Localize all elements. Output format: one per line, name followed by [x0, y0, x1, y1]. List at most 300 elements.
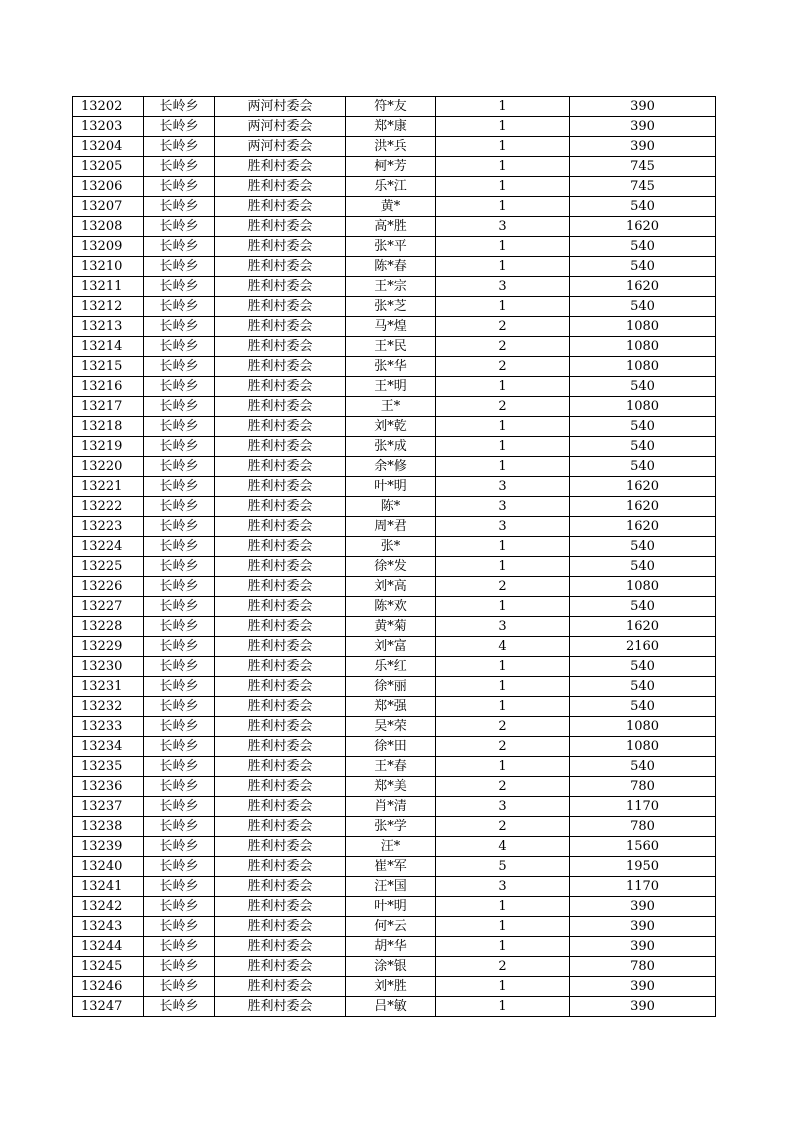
- village-committee-cell: 胜利村委会: [215, 917, 346, 937]
- village-committee-cell: 两河村委会: [215, 97, 346, 117]
- row-number-cell: 13243: [73, 917, 144, 937]
- amount-cell: 390: [570, 97, 716, 117]
- row-number-cell: 13223: [73, 517, 144, 537]
- count-cell: 2: [436, 337, 570, 357]
- amount-cell: 1620: [570, 617, 716, 637]
- township-cell: 长岭乡: [144, 837, 215, 857]
- township-cell: 长岭乡: [144, 977, 215, 997]
- amount-cell: 390: [570, 977, 716, 997]
- village-committee-cell: 胜利村委会: [215, 557, 346, 577]
- name-cell: 郑*强: [346, 697, 436, 717]
- village-committee-cell: 胜利村委会: [215, 317, 346, 337]
- name-cell: 汪*: [346, 837, 436, 857]
- count-cell: 1: [436, 597, 570, 617]
- table-row: [73, 217, 716, 237]
- township-cell: 长岭乡: [144, 337, 215, 357]
- count-cell: 1: [436, 197, 570, 217]
- township-cell: 长岭乡: [144, 857, 215, 877]
- table-row: [73, 757, 716, 777]
- village-committee-cell: 胜利村委会: [215, 457, 346, 477]
- table-row: [73, 197, 716, 217]
- village-committee-cell: 胜利村委会: [215, 337, 346, 357]
- name-cell: 王*民: [346, 337, 436, 357]
- count-cell: 1: [436, 157, 570, 177]
- name-cell: 刘*乾: [346, 417, 436, 437]
- name-cell: 张*成: [346, 437, 436, 457]
- count-cell: 3: [436, 477, 570, 497]
- table-row: [73, 497, 716, 517]
- name-cell: 徐*丽: [346, 677, 436, 697]
- township-cell: 长岭乡: [144, 237, 215, 257]
- amount-cell: 540: [570, 537, 716, 557]
- township-cell: 长岭乡: [144, 417, 215, 437]
- amount-cell: 540: [570, 557, 716, 577]
- row-number-cell: 13246: [73, 977, 144, 997]
- table-row: [73, 357, 716, 377]
- count-cell: 1: [436, 257, 570, 277]
- township-cell: 长岭乡: [144, 637, 215, 657]
- amount-cell: 1080: [570, 397, 716, 417]
- count-cell: 1: [436, 757, 570, 777]
- row-number-cell: 13207: [73, 197, 144, 217]
- row-number-cell: 13218: [73, 417, 144, 437]
- count-cell: 3: [436, 277, 570, 297]
- name-cell: 徐*田: [346, 737, 436, 757]
- count-cell: 1: [436, 937, 570, 957]
- township-cell: 长岭乡: [144, 457, 215, 477]
- name-cell: 周*君: [346, 517, 436, 537]
- table-row: [73, 617, 716, 637]
- row-number-cell: 13221: [73, 477, 144, 497]
- table-row: [73, 377, 716, 397]
- table-row: [73, 437, 716, 457]
- village-committee-cell: 胜利村委会: [215, 177, 346, 197]
- township-cell: 长岭乡: [144, 897, 215, 917]
- count-cell: 1: [436, 677, 570, 697]
- row-number-cell: 13211: [73, 277, 144, 297]
- amount-cell: 1080: [570, 317, 716, 337]
- amount-cell: 390: [570, 137, 716, 157]
- name-cell: 郑*美: [346, 777, 436, 797]
- township-cell: 长岭乡: [144, 197, 215, 217]
- village-committee-cell: 胜利村委会: [215, 737, 346, 757]
- township-cell: 长岭乡: [144, 477, 215, 497]
- village-committee-cell: 胜利村委会: [215, 237, 346, 257]
- village-committee-cell: 胜利村委会: [215, 577, 346, 597]
- table-row: [73, 317, 716, 337]
- amount-cell: 540: [570, 457, 716, 477]
- count-cell: 5: [436, 857, 570, 877]
- village-committee-cell: 胜利村委会: [215, 677, 346, 697]
- table-row: [73, 337, 716, 357]
- amount-cell: 1620: [570, 217, 716, 237]
- name-cell: 叶*明: [346, 477, 436, 497]
- table-row: [73, 817, 716, 837]
- village-committee-cell: 胜利村委会: [215, 277, 346, 297]
- count-cell: 1: [436, 997, 570, 1017]
- township-cell: 长岭乡: [144, 257, 215, 277]
- amount-cell: 390: [570, 997, 716, 1017]
- row-number-cell: 13202: [73, 97, 144, 117]
- table-row: [73, 837, 716, 857]
- amount-cell: 1080: [570, 737, 716, 757]
- amount-cell: 540: [570, 757, 716, 777]
- name-cell: 吴*荣: [346, 717, 436, 737]
- row-number-cell: 13245: [73, 957, 144, 977]
- amount-cell: 1170: [570, 877, 716, 897]
- table-row: [73, 457, 716, 477]
- table-row: [73, 157, 716, 177]
- amount-cell: 780: [570, 957, 716, 977]
- count-cell: 1: [436, 897, 570, 917]
- name-cell: 黄*菊: [346, 617, 436, 637]
- count-cell: 1: [436, 297, 570, 317]
- township-cell: 长岭乡: [144, 497, 215, 517]
- village-committee-cell: 胜利村委会: [215, 397, 346, 417]
- village-committee-cell: 胜利村委会: [215, 797, 346, 817]
- village-committee-cell: 胜利村委会: [215, 497, 346, 517]
- table-row: [73, 257, 716, 277]
- amount-cell: 1080: [570, 357, 716, 377]
- amount-cell: 540: [570, 377, 716, 397]
- count-cell: 2: [436, 777, 570, 797]
- table-row: [73, 137, 716, 157]
- amount-cell: 540: [570, 297, 716, 317]
- table-row: [73, 677, 716, 697]
- village-committee-cell: 两河村委会: [215, 117, 346, 137]
- row-number-cell: 13231: [73, 677, 144, 697]
- name-cell: 张*学: [346, 817, 436, 837]
- table-row: [73, 957, 716, 977]
- township-cell: 长岭乡: [144, 697, 215, 717]
- table-row: [73, 897, 716, 917]
- village-committee-cell: 胜利村委会: [215, 217, 346, 237]
- amount-cell: 390: [570, 117, 716, 137]
- name-cell: 陈*春: [346, 257, 436, 277]
- name-cell: 张*华: [346, 357, 436, 377]
- count-cell: 3: [436, 497, 570, 517]
- township-cell: 长岭乡: [144, 617, 215, 637]
- amount-cell: 540: [570, 417, 716, 437]
- amount-cell: 390: [570, 937, 716, 957]
- table-row: [73, 657, 716, 677]
- count-cell: 1: [436, 117, 570, 137]
- row-number-cell: 13204: [73, 137, 144, 157]
- name-cell: 叶*明: [346, 897, 436, 917]
- amount-cell: 1620: [570, 477, 716, 497]
- count-cell: 2: [436, 817, 570, 837]
- count-cell: 1: [436, 177, 570, 197]
- table-row: [73, 917, 716, 937]
- count-cell: 1: [436, 977, 570, 997]
- count-cell: 1: [436, 457, 570, 477]
- name-cell: 胡*华: [346, 937, 436, 957]
- township-cell: 长岭乡: [144, 817, 215, 837]
- name-cell: 涂*银: [346, 957, 436, 977]
- row-number-cell: 13236: [73, 777, 144, 797]
- name-cell: 何*云: [346, 917, 436, 937]
- township-cell: 长岭乡: [144, 777, 215, 797]
- township-cell: 长岭乡: [144, 597, 215, 617]
- count-cell: 2: [436, 577, 570, 597]
- township-cell: 长岭乡: [144, 657, 215, 677]
- village-committee-cell: 胜利村委会: [215, 837, 346, 857]
- village-committee-cell: 胜利村委会: [215, 877, 346, 897]
- village-committee-cell: 胜利村委会: [215, 617, 346, 637]
- village-committee-cell: 胜利村委会: [215, 977, 346, 997]
- row-number-cell: 13242: [73, 897, 144, 917]
- count-cell: 1: [436, 537, 570, 557]
- table-body: [73, 97, 716, 1017]
- name-cell: 符*友: [346, 97, 436, 117]
- row-number-cell: 13219: [73, 437, 144, 457]
- row-number-cell: 13244: [73, 937, 144, 957]
- row-number-cell: 13233: [73, 717, 144, 737]
- row-number-cell: 13217: [73, 397, 144, 417]
- table-row: [73, 117, 716, 137]
- township-cell: 长岭乡: [144, 97, 215, 117]
- village-committee-cell: 胜利村委会: [215, 377, 346, 397]
- row-number-cell: 13232: [73, 697, 144, 717]
- count-cell: 2: [436, 317, 570, 337]
- township-cell: 长岭乡: [144, 677, 215, 697]
- name-cell: 马*煌: [346, 317, 436, 337]
- village-committee-cell: 胜利村委会: [215, 817, 346, 837]
- row-number-cell: 13228: [73, 617, 144, 637]
- township-cell: 长岭乡: [144, 217, 215, 237]
- township-cell: 长岭乡: [144, 437, 215, 457]
- name-cell: 陈*: [346, 497, 436, 517]
- township-cell: 长岭乡: [144, 397, 215, 417]
- name-cell: 刘*高: [346, 577, 436, 597]
- township-cell: 长岭乡: [144, 997, 215, 1017]
- township-cell: 长岭乡: [144, 117, 215, 137]
- name-cell: 乐*江: [346, 177, 436, 197]
- row-number-cell: 13226: [73, 577, 144, 597]
- count-cell: 1: [436, 557, 570, 577]
- name-cell: 黄*: [346, 197, 436, 217]
- amount-cell: 1560: [570, 837, 716, 857]
- amount-cell: 540: [570, 257, 716, 277]
- table-row: [73, 697, 716, 717]
- row-number-cell: 13212: [73, 297, 144, 317]
- name-cell: 崔*军: [346, 857, 436, 877]
- township-cell: 长岭乡: [144, 317, 215, 337]
- village-committee-cell: 两河村委会: [215, 137, 346, 157]
- count-cell: 4: [436, 637, 570, 657]
- amount-cell: 1170: [570, 797, 716, 817]
- township-cell: 长岭乡: [144, 157, 215, 177]
- table-row: [73, 397, 716, 417]
- table-row: [73, 97, 716, 117]
- township-cell: 长岭乡: [144, 737, 215, 757]
- name-cell: 张*平: [346, 237, 436, 257]
- village-committee-cell: 胜利村委会: [215, 857, 346, 877]
- row-number-cell: 13239: [73, 837, 144, 857]
- row-number-cell: 13224: [73, 537, 144, 557]
- amount-cell: 540: [570, 677, 716, 697]
- count-cell: 1: [436, 697, 570, 717]
- table-row: [73, 997, 716, 1017]
- row-number-cell: 13206: [73, 177, 144, 197]
- count-cell: 3: [436, 877, 570, 897]
- table-row: [73, 277, 716, 297]
- count-cell: 1: [436, 237, 570, 257]
- village-committee-cell: 胜利村委会: [215, 477, 346, 497]
- name-cell: 郑*康: [346, 117, 436, 137]
- name-cell: 王*春: [346, 757, 436, 777]
- name-cell: 张*芝: [346, 297, 436, 317]
- table-row: [73, 237, 716, 257]
- row-number-cell: 13227: [73, 597, 144, 617]
- count-cell: 3: [436, 217, 570, 237]
- name-cell: 刘*胜: [346, 977, 436, 997]
- table-row: [73, 297, 716, 317]
- village-committee-cell: 胜利村委会: [215, 957, 346, 977]
- table-row: [73, 177, 716, 197]
- table-row: [73, 937, 716, 957]
- township-cell: 长岭乡: [144, 877, 215, 897]
- township-cell: 长岭乡: [144, 797, 215, 817]
- name-cell: 吕*敏: [346, 997, 436, 1017]
- count-cell: 2: [436, 717, 570, 737]
- count-cell: 1: [436, 657, 570, 677]
- count-cell: 2: [436, 957, 570, 977]
- row-number-cell: 13222: [73, 497, 144, 517]
- amount-cell: 1620: [570, 517, 716, 537]
- count-cell: 1: [436, 917, 570, 937]
- row-number-cell: 13247: [73, 997, 144, 1017]
- township-cell: 长岭乡: [144, 577, 215, 597]
- village-committee-cell: 胜利村委会: [215, 657, 346, 677]
- row-number-cell: 13214: [73, 337, 144, 357]
- row-number-cell: 13229: [73, 637, 144, 657]
- table-row: [73, 557, 716, 577]
- village-committee-cell: 胜利村委会: [215, 717, 346, 737]
- amount-cell: 540: [570, 197, 716, 217]
- count-cell: 1: [436, 377, 570, 397]
- table-row: [73, 737, 716, 757]
- row-number-cell: 13210: [73, 257, 144, 277]
- amount-cell: 540: [570, 237, 716, 257]
- amount-cell: 2160: [570, 637, 716, 657]
- township-cell: 长岭乡: [144, 937, 215, 957]
- count-cell: 4: [436, 837, 570, 857]
- data-table: [72, 96, 716, 1017]
- table-row: [73, 637, 716, 657]
- name-cell: 王*明: [346, 377, 436, 397]
- count-cell: 2: [436, 357, 570, 377]
- township-cell: 长岭乡: [144, 517, 215, 537]
- row-number-cell: 13220: [73, 457, 144, 477]
- table-row: [73, 417, 716, 437]
- count-cell: 3: [436, 517, 570, 537]
- count-cell: 2: [436, 397, 570, 417]
- name-cell: 洪*兵: [346, 137, 436, 157]
- row-number-cell: 13240: [73, 857, 144, 877]
- amount-cell: 1080: [570, 337, 716, 357]
- township-cell: 长岭乡: [144, 377, 215, 397]
- village-committee-cell: 胜利村委会: [215, 897, 346, 917]
- township-cell: 长岭乡: [144, 717, 215, 737]
- amount-cell: 540: [570, 437, 716, 457]
- name-cell: 余*修: [346, 457, 436, 477]
- village-committee-cell: 胜利村委会: [215, 297, 346, 317]
- village-committee-cell: 胜利村委会: [215, 757, 346, 777]
- amount-cell: 780: [570, 777, 716, 797]
- village-committee-cell: 胜利村委会: [215, 597, 346, 617]
- amount-cell: 540: [570, 597, 716, 617]
- township-cell: 长岭乡: [144, 917, 215, 937]
- name-cell: 乐*红: [346, 657, 436, 677]
- count-cell: 3: [436, 617, 570, 637]
- township-cell: 长岭乡: [144, 557, 215, 577]
- row-number-cell: 13215: [73, 357, 144, 377]
- village-committee-cell: 胜利村委会: [215, 417, 346, 437]
- amount-cell: 390: [570, 897, 716, 917]
- name-cell: 王*宗: [346, 277, 436, 297]
- amount-cell: 745: [570, 157, 716, 177]
- row-number-cell: 13209: [73, 237, 144, 257]
- count-cell: 3: [436, 797, 570, 817]
- village-committee-cell: 胜利村委会: [215, 437, 346, 457]
- count-cell: 1: [436, 417, 570, 437]
- village-committee-cell: 胜利村委会: [215, 157, 346, 177]
- township-cell: 长岭乡: [144, 757, 215, 777]
- name-cell: 陈*欢: [346, 597, 436, 617]
- village-committee-cell: 胜利村委会: [215, 997, 346, 1017]
- amount-cell: 1620: [570, 277, 716, 297]
- village-committee-cell: 胜利村委会: [215, 937, 346, 957]
- row-number-cell: 13241: [73, 877, 144, 897]
- amount-cell: 540: [570, 697, 716, 717]
- village-committee-cell: 胜利村委会: [215, 777, 346, 797]
- table-row: [73, 777, 716, 797]
- name-cell: 肖*清: [346, 797, 436, 817]
- row-number-cell: 13235: [73, 757, 144, 777]
- amount-cell: 1620: [570, 497, 716, 517]
- township-cell: 长岭乡: [144, 357, 215, 377]
- count-cell: 1: [436, 437, 570, 457]
- table-row: [73, 597, 716, 617]
- name-cell: 高*胜: [346, 217, 436, 237]
- table-row: [73, 537, 716, 557]
- village-committee-cell: 胜利村委会: [215, 197, 346, 217]
- village-committee-cell: 胜利村委会: [215, 517, 346, 537]
- name-cell: 徐*发: [346, 557, 436, 577]
- amount-cell: 1950: [570, 857, 716, 877]
- row-number-cell: 13234: [73, 737, 144, 757]
- table-row: [73, 477, 716, 497]
- table-row: [73, 577, 716, 597]
- row-number-cell: 13225: [73, 557, 144, 577]
- village-committee-cell: 胜利村委会: [215, 357, 346, 377]
- table-row: [73, 877, 716, 897]
- table-row: [73, 717, 716, 737]
- township-cell: 长岭乡: [144, 137, 215, 157]
- row-number-cell: 13230: [73, 657, 144, 677]
- row-number-cell: 13205: [73, 157, 144, 177]
- name-cell: 汪*国: [346, 877, 436, 897]
- township-cell: 长岭乡: [144, 297, 215, 317]
- name-cell: 刘*富: [346, 637, 436, 657]
- name-cell: 柯*芳: [346, 157, 436, 177]
- amount-cell: 1080: [570, 577, 716, 597]
- amount-cell: 1080: [570, 717, 716, 737]
- township-cell: 长岭乡: [144, 957, 215, 977]
- count-cell: 1: [436, 137, 570, 157]
- village-committee-cell: 胜利村委会: [215, 637, 346, 657]
